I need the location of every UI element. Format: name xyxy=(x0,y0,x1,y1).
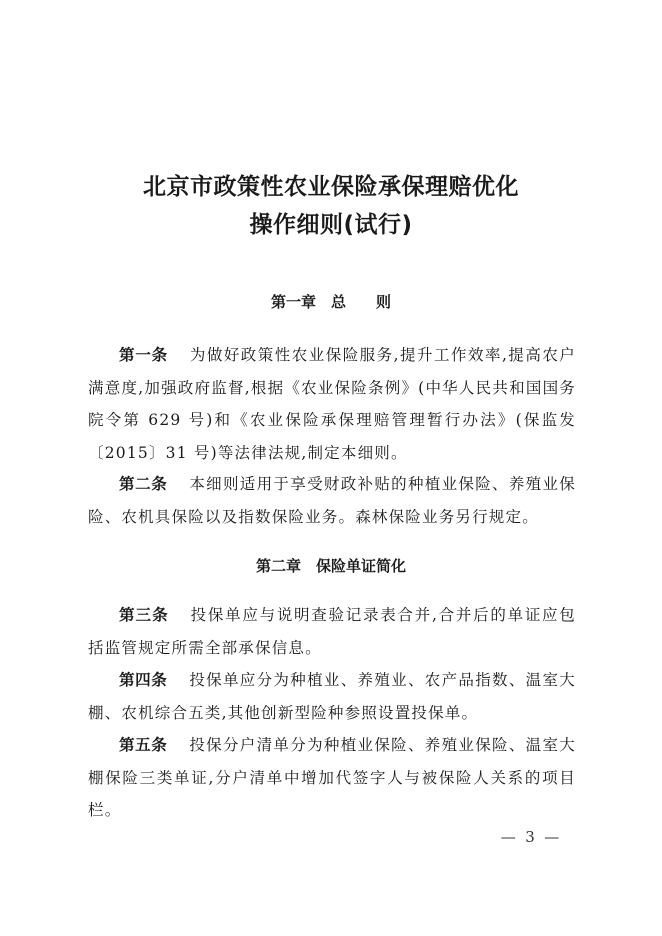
article-5-text: 投保分户清单分为种植业保险、养殖业保险、温室大棚保险三类单证,分户清单中增加代签字人与被保险人关系的项目栏。 xyxy=(88,736,576,819)
document-title-line2: 操作细则(试行) xyxy=(249,212,413,238)
article-4-text: 投保单应分为种植业、养殖业、农产品指数、温室大棚、农机综合五类,其他创新型险种参照设置投保单。 xyxy=(88,671,576,722)
article-4-label: 第四条 xyxy=(119,671,168,689)
article-5-label: 第五条 xyxy=(119,736,168,754)
chapter-heading-1: 第一章 总 则 xyxy=(270,293,391,311)
article-1-label: 第一条 xyxy=(119,346,168,364)
article-2-label: 第二条 xyxy=(119,475,168,493)
article-5 xyxy=(88,729,576,827)
article-3-text: 投保单应与说明查验记录表合并,合并后的单证应包括监管规定所需全部承保信息。 xyxy=(88,606,576,657)
article-1-text: 为做好政策性农业保险服务,提升工作效率,提高农户满意度,加强政府监督,根据《农业保险条例》(中华人民共和国国务院令第 629 号)和《农业保险承保理赔管理暂行办法》(保监发〔2015〕31 号)等法律法规,制定本细则。 xyxy=(88,346,576,462)
article-2 xyxy=(88,468,576,533)
article-4 xyxy=(88,664,576,729)
article-3 xyxy=(88,599,576,664)
chapter-heading-2: 第二章 保险单证简化 xyxy=(255,557,406,575)
article-2-text: 本细则适用于享受财政补贴的种植业保险、养殖业保险、农机具保险以及指数保险业务。森林保险业务另行规定。 xyxy=(88,475,576,526)
page-number: — 3 — xyxy=(500,828,560,846)
article-3-label: 第三条 xyxy=(119,606,169,624)
document-title-line1: 北京市政策性农业保险承保理赔优化 xyxy=(143,174,519,200)
article-1 xyxy=(88,339,576,469)
